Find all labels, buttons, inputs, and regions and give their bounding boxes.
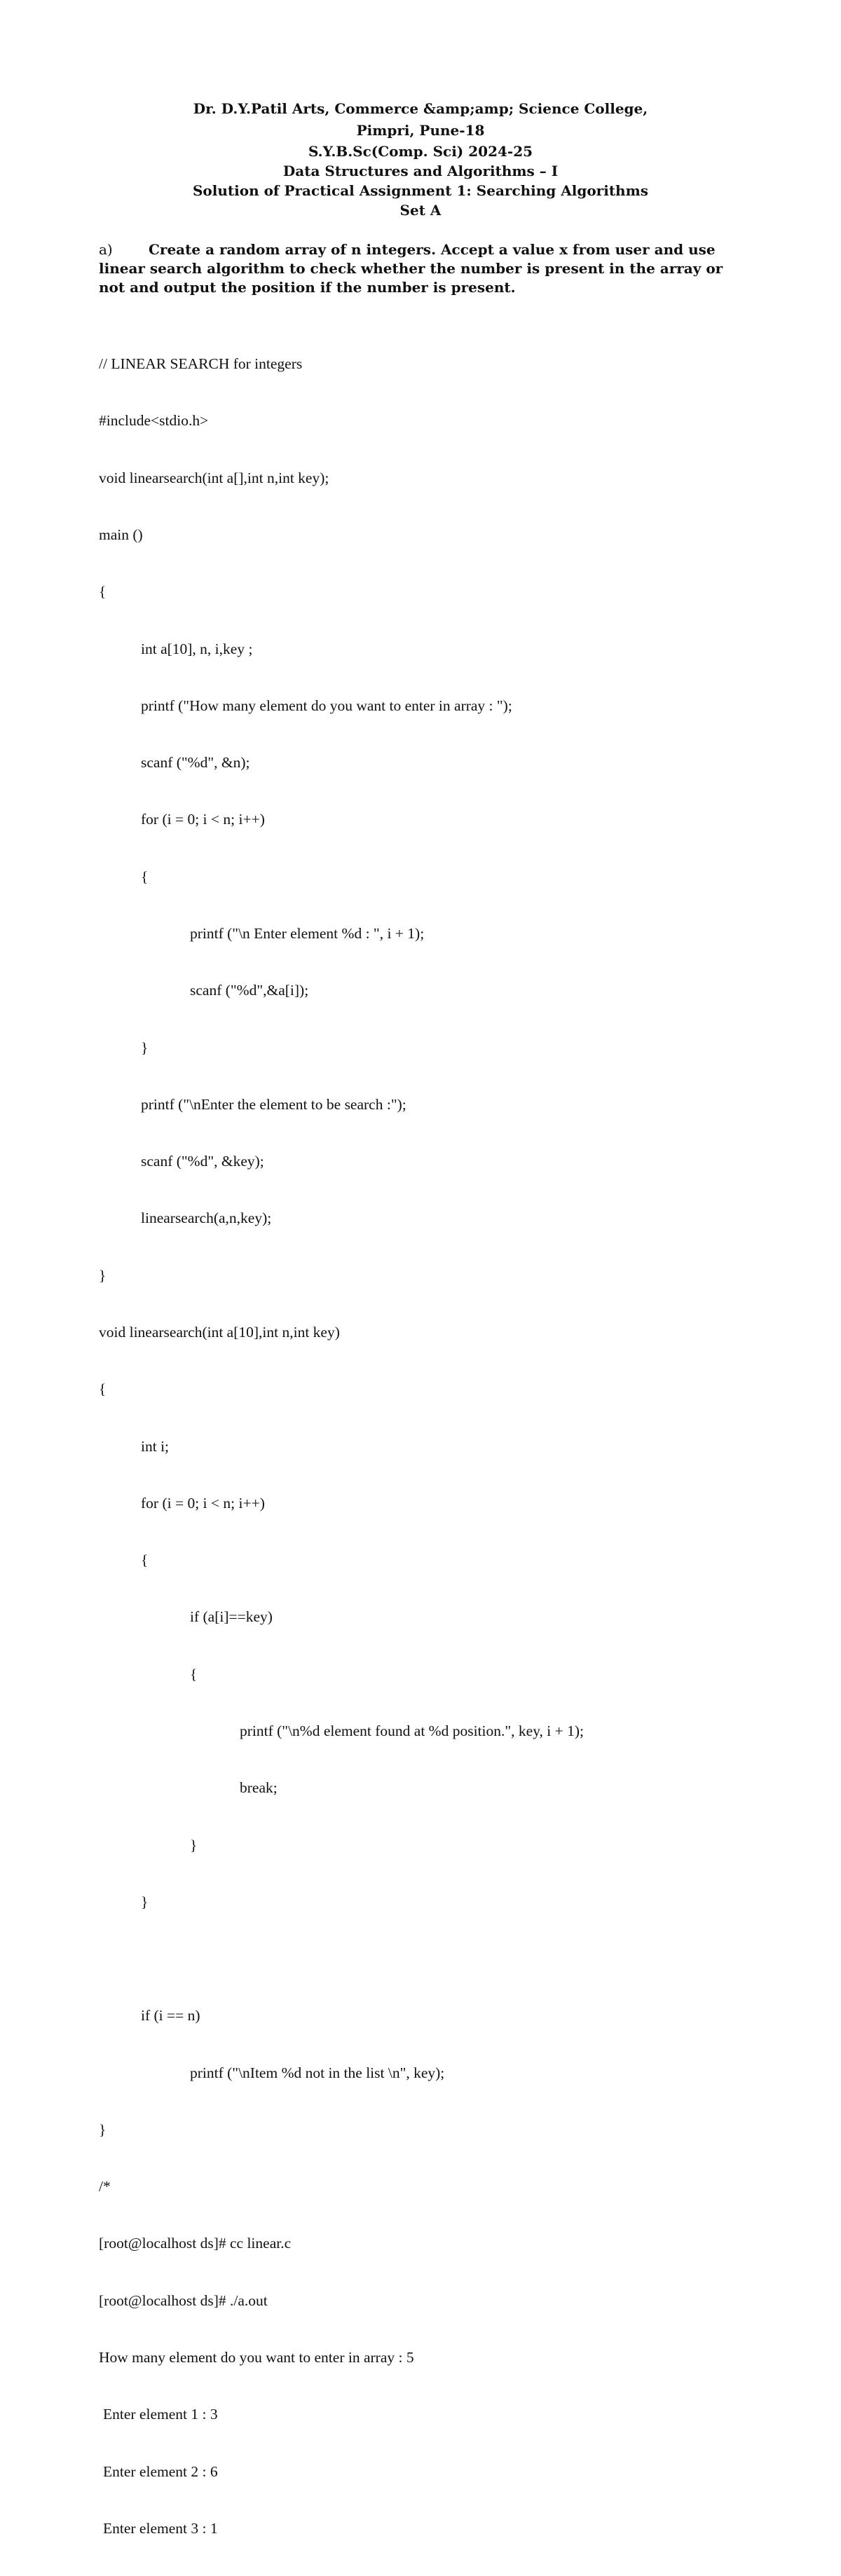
code-line: int a[10], n, i,key ;	[141, 640, 253, 657]
subject-title: Data Structures and Algorithms – I	[282, 163, 559, 179]
code-line: // LINEAR SEARCH for integers	[99, 355, 303, 373]
code-line: printf ("\nItem %d not in the list \n", key);	[190, 2064, 445, 2081]
code-line: scanf ("%d", &n);	[141, 754, 250, 772]
code-line: scanf ("%d",&a[i]);	[190, 982, 309, 999]
code-line: if (a[i]==key)	[190, 1608, 273, 1626]
code-line: for (i = 0; i < n; i++)	[141, 811, 265, 828]
code-line: scanf ("%d", &key);	[141, 1153, 264, 1170]
code-line: /*	[99, 2178, 111, 2195]
code-line: int i;	[141, 1437, 170, 1455]
output-line: Enter element 1 : 3	[103, 2406, 218, 2423]
question-text: Create a random array of n integers. Accept a value x from user and use linear search algorithm to check whether the number is present in the array or not and output the position if the number is present.	[99, 241, 723, 296]
code-listing	[99, 317, 584, 2576]
code-line: main ()	[99, 526, 143, 544]
code-line: #include<stdio.h>	[99, 412, 209, 430]
question-label: a)	[99, 241, 113, 258]
output-line: How many element do you want to enter in array : 5	[99, 2349, 414, 2366]
question-a	[99, 240, 730, 297]
code-line: }	[99, 2121, 107, 2138]
code-line: void linearsearch(int a[10],int n,int key)	[99, 1323, 340, 1341]
code-line: {	[99, 1381, 107, 1398]
college-name: Dr. D.Y.Patil Arts, Commerce &amp;amp; Science College,	[193, 100, 648, 117]
code-line: printf ("\n Enter element %d : ", i + 1);	[190, 925, 425, 942]
college-location: Pimpri, Pune-18	[356, 122, 485, 139]
code-line: {	[99, 583, 107, 601]
output-line: [root@localhost ds]# ./a.out	[99, 2291, 268, 2309]
output-line: Enter element 3 : 1	[103, 2519, 218, 2537]
code-line: }	[141, 1893, 149, 1910]
code-line: {	[190, 1665, 198, 1683]
code-line: printf ("\nEnter the element to be search :");	[141, 1095, 406, 1113]
assignment-title: Solution of Practical Assignment 1: Searching Algorithms	[192, 182, 649, 199]
code-line: printf ("\n%d element found at %d position.", key, i + 1);	[240, 1722, 584, 1739]
set-label: Set A	[399, 202, 442, 219]
code-line: {	[141, 1551, 149, 1569]
code-line: }	[99, 1266, 107, 1284]
code-line: {	[141, 868, 149, 885]
output-line: [root@localhost ds]# cc linear.c	[99, 2235, 292, 2252]
code-line: }	[141, 1039, 149, 1056]
class-year: S.Y.B.Sc(Comp. Sci) 2024-25	[308, 143, 533, 160]
code-line: break;	[240, 1779, 278, 1797]
code-line: void linearsearch(int a[],int n,int key);	[99, 469, 329, 486]
code-line: if (i == n)	[141, 2007, 200, 2025]
code-line	[99, 1950, 584, 1968]
output-line: Enter element 2 : 6	[103, 2462, 218, 2480]
code-line: printf ("How many element do you want to enter in array : ");	[141, 697, 512, 714]
code-line: for (i = 0; i < n; i++)	[141, 1494, 265, 1512]
document-header	[0, 98, 841, 220]
code-line: }	[190, 1836, 198, 1854]
code-line: linearsearch(a,n,key);	[141, 1210, 272, 1227]
